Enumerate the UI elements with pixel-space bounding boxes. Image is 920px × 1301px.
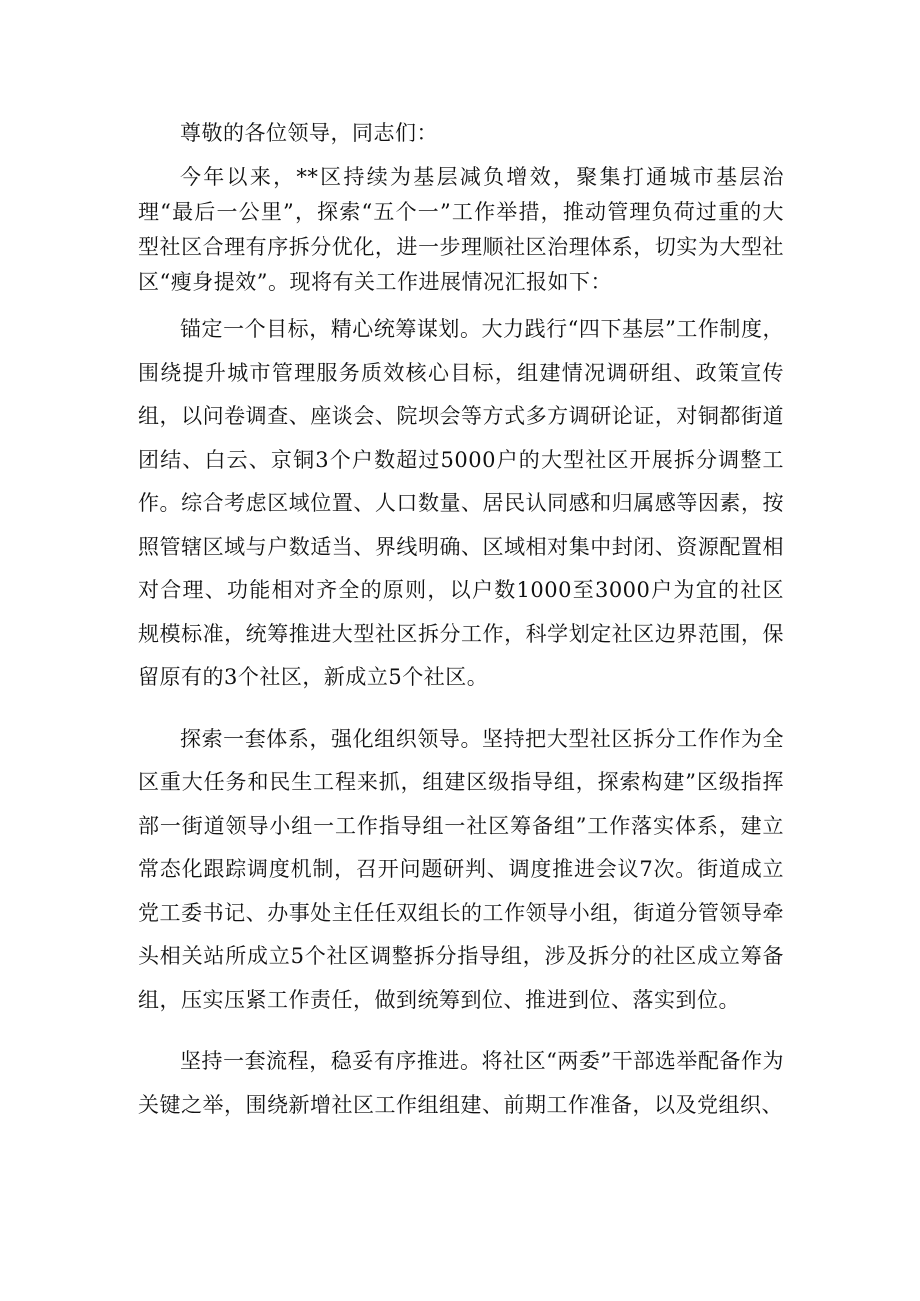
- paragraph-target: 锚定一个目标，精心统筹谋划。大力践行“四下基层”工作制度，围绕提升城市管理服务质效核心目标，组建情况调研组、政策宣传组，以问卷调查、座谈会、院坝会等方式多方调研论证，对铜都街道团结、白云、京铜3个户数超过5000户的大型社区开展拆分调整工作。综合考虑区域位置、人口数量、居民认同感和归属感等因素，按照管辖区域与户数适当、界线明确、区域相对集中封闭、资源配置相对合理、功能相对齐全的原则，以户数1000至3000户为宜的社区规模标准，统筹推进大型社区拆分工作，科学划定社区边界范围，保留原有的3个社区，新成立5个社区。: [138, 317, 784, 689]
- paragraph-system: 探索一套体系，强化组织领导。坚持把大型社区拆分工作作为全区重大任务和民生工程来抓，组建区级指导组，探索构建”区级指挥部一街道领导小组一工作指导组一社区筹备组”工作落实体系，建立常态化跟踪调度机制，召开问题研判、调度推进会议7次。街道成立党工委书记、办事处主任任双组长的工作领导小组，街道分管领导牵头相关站所成立5个社区调整拆分指导组，涉及拆分的社区成立筹备组，压实压紧工作责任，做到统筹到位、推进到位、落实到位。: [138, 726, 784, 1012]
- document-body: [138, 112, 784, 1127]
- paragraph-process: 坚持一套流程，稳妥有序推进。将社区“两委”干部选举配备作为关键之举，围绕新增社区工作组组建、前期工作准备，以及党组织、: [138, 1049, 784, 1117]
- salutation: 尊敬的各位领导，同志们：: [180, 121, 438, 145]
- paragraph-intro: 今年以来，**区持续为基层减负增效，聚集打通城市基层治理“最后一公里”，探索“五个一”工作举措，推动管理负荷过重的大型社区合理有序拆分优化，进一步理顺社区治理体系，切实为大型社区“瘦身提效”。现将有关工作进展情况汇报如下：: [138, 165, 784, 294]
